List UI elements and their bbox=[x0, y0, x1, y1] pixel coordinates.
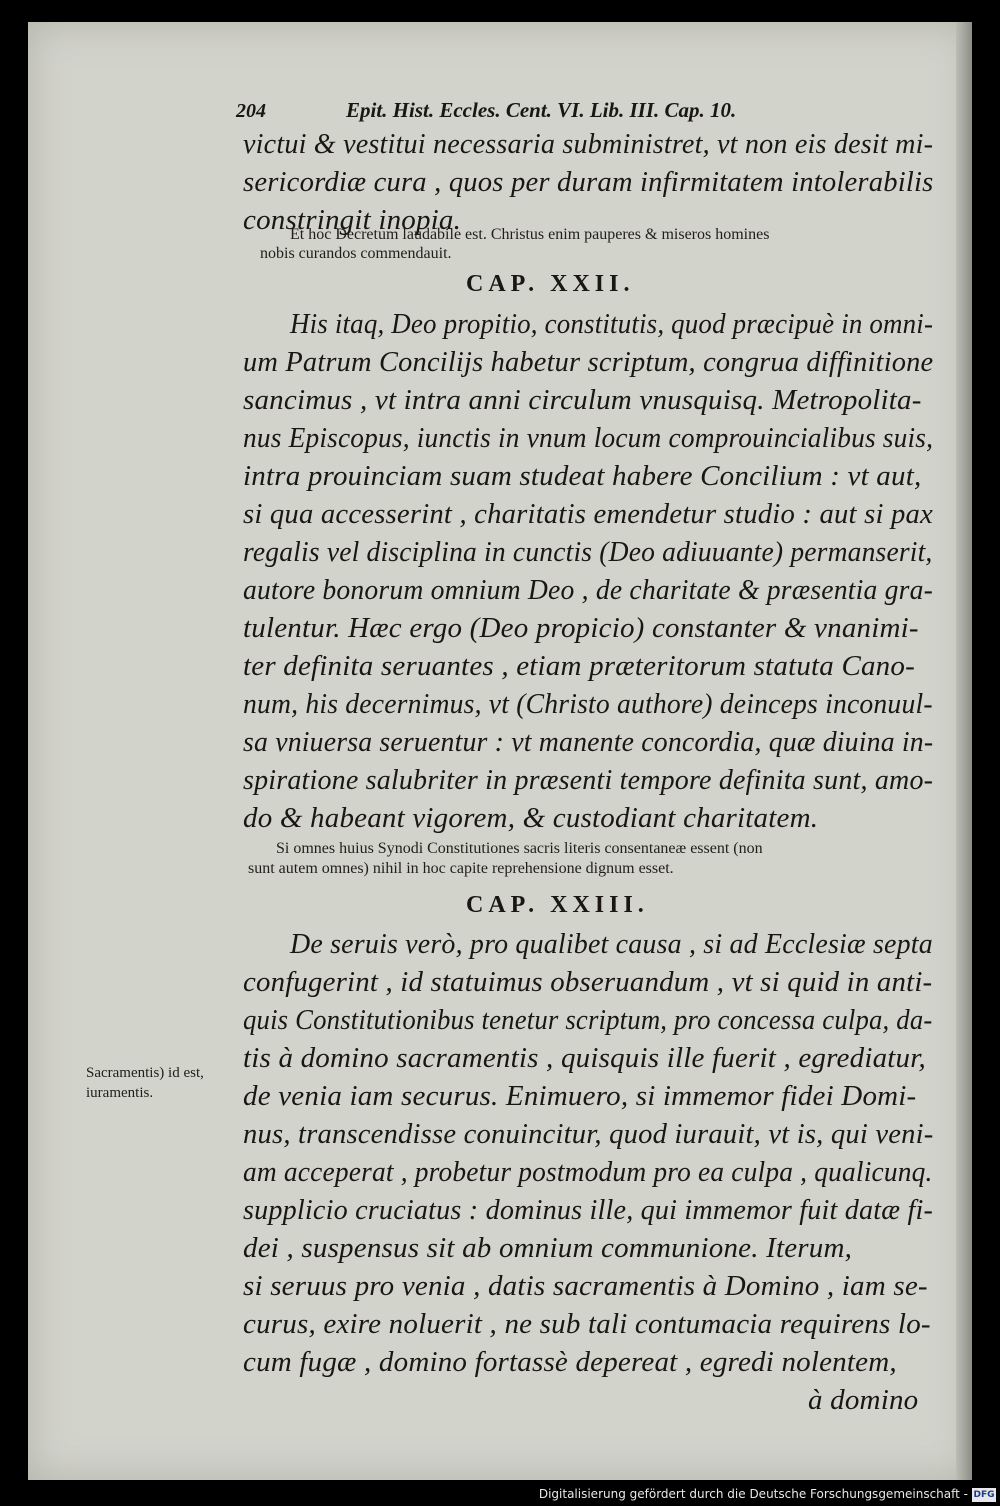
footer-bar bbox=[0, 1484, 1000, 1506]
text-line: am acceperat , probetur postmodum pro ea culpa , qualicunq. bbox=[243, 1156, 933, 1188]
note-line: nobis curandos commendauit. bbox=[260, 245, 452, 262]
chapter-heading: CAP. XXIII. bbox=[466, 892, 649, 918]
text-line: tis à domino sacramentis , quisquis ille fuerit , egrediatur, bbox=[243, 1042, 926, 1074]
text-line: autore bonorum omnium Deo , de charitate & præsentia gra- bbox=[243, 574, 933, 606]
text-line: ter definita seruantes , etiam præteritorum statuta Cano- bbox=[243, 650, 915, 682]
page-number: 204 bbox=[236, 100, 266, 122]
text-line: do & habeant vigorem, & custodiant charitatem. bbox=[243, 802, 819, 834]
text-line: supplicio cruciatus : dominus ille, qui immemor fuit datæ fi- bbox=[243, 1194, 934, 1226]
page-gutter bbox=[956, 22, 972, 1480]
text-line: dei , suspensus sit ab omnium communione. Iterum, bbox=[243, 1232, 853, 1264]
catchword: à domino bbox=[808, 1384, 919, 1416]
text-line: sancimus , vt intra anni circulum vnusquisq. Metropolita- bbox=[243, 384, 922, 416]
footer-credit: Digitalisierung gefördert durch die Deutsche Forschungsgemeinschaft - bbox=[538, 1487, 968, 1501]
text-line: nus, transcendisse conuincitur, quod iurauit, vt is, qui veni- bbox=[243, 1118, 934, 1150]
text-line: De seruis verò, pro qualibet causa , si ad Ecclesiæ septa bbox=[290, 928, 933, 960]
chapter-heading: CAP. XXII. bbox=[466, 271, 635, 297]
text-line: His itaq, Deo propitio, constitutis, quod præcipuè in omni- bbox=[290, 308, 934, 340]
text-line: confugerint , id statuimus obseruandum , vt si quid in anti- bbox=[243, 966, 933, 998]
margin-note: Sacramentis) id est, bbox=[86, 1065, 204, 1081]
text-line: si qua accesserint , charitatis emendetur studio : aut si pax bbox=[243, 498, 933, 530]
note-line: Si omnes huius Synodi Constitutiones sacris literis consentaneæ essent (non bbox=[276, 840, 763, 857]
dfg-logo-icon: DFG bbox=[973, 1490, 995, 1500]
text-line: nus Episcopus, iunctis in vnum locum comprouincialibus suis, bbox=[243, 422, 934, 454]
text-line: victui & vestitui necessaria subministret, vt non eis desit mi- bbox=[243, 128, 934, 160]
text-line: um Patrum Concilijs habetur scriptum, congrua diffinitione bbox=[243, 346, 934, 378]
text-line: cum fugæ , domino fortassè depereat , egredi nolentem, bbox=[243, 1346, 897, 1378]
text-line: sericordiæ cura , quos per duram infirmitatem intolerabilis bbox=[243, 166, 934, 198]
running-title: Epit. Hist. Eccles. Cent. VI. Lib. III. Cap. 10. bbox=[346, 98, 737, 122]
text-line: si seruus pro venia , datis sacramentis à Domino , iam se- bbox=[243, 1270, 928, 1302]
margin-note: iuramentis. bbox=[86, 1085, 154, 1101]
text-line: sa vniuersa seruentur : vt manente concordia, quæ diuina in- bbox=[243, 726, 934, 758]
book-page bbox=[28, 22, 972, 1480]
text-line: spiratione salubriter in præsenti tempore definita sunt, amo- bbox=[243, 764, 934, 796]
note-line: sunt autem omnes) nihil in hoc capite reprehensione dignum esset. bbox=[248, 860, 674, 877]
text-line: constringit inopia. bbox=[243, 204, 462, 236]
text-line: regalis vel disciplina in cunctis (Deo adiuuante) permanserit, bbox=[243, 536, 933, 568]
text-line: intra prouinciam suam studeat habere Concilium : vt aut, bbox=[243, 460, 922, 492]
text-line: num, his decernimus, vt (Christo authore) deinceps inconuul- bbox=[243, 688, 933, 720]
text-line: tulentur. Hæc ergo (Deo propicio) constanter & vnanimi- bbox=[243, 612, 919, 644]
note-line: Et hoc Decretum laudabile est. Christus enim pauperes & miseros homines bbox=[290, 226, 770, 243]
text-line: curus, exire noluerit , ne sub tali contumacia requirens lo- bbox=[243, 1308, 931, 1340]
text-line: de venia iam securus. Enimuero, si immemor fidei Domi- bbox=[243, 1080, 917, 1112]
text-line: quis Constitutionibus tenetur scriptum, pro concessa culpa, da- bbox=[243, 1004, 933, 1036]
